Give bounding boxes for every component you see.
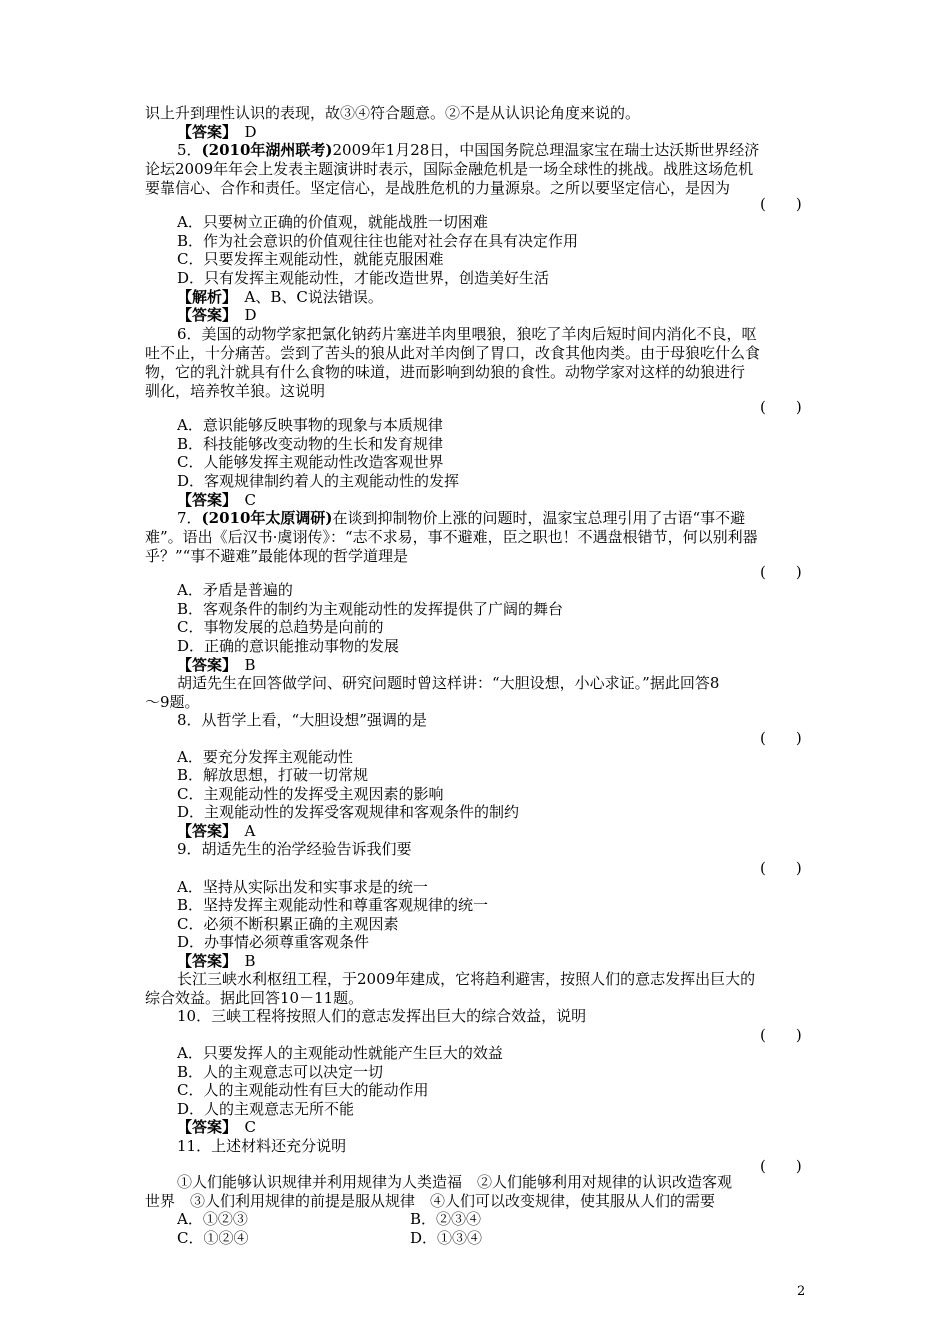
answer-value: D bbox=[244, 306, 257, 324]
answer-label: 【答案】 bbox=[177, 1118, 230, 1136]
q10-answer-bracket: ( ) bbox=[760, 1026, 802, 1044]
answer-label: 【答案】 bbox=[177, 952, 230, 970]
q10-option-a: A．只要发挥人的主观能动性就能产生巨大的效益 bbox=[177, 1044, 503, 1062]
q7-source: (2010年太原调研) bbox=[201, 509, 333, 527]
q7-option-b: B．客观条件的制约为主观能动性的发挥提供了广阔的舞台 bbox=[177, 600, 564, 618]
q5-option-c: C．只要发挥主观能动性，就能克服困难 bbox=[177, 250, 444, 268]
q7-line-1-text: 在谈到抑制物价上涨的问题时，温家宝总理引用了古语“事不避 bbox=[332, 509, 746, 527]
answer-value: B bbox=[244, 656, 256, 674]
q7-stem-line-1 bbox=[177, 509, 839, 528]
prev-answer bbox=[177, 123, 839, 142]
page-number: 2 bbox=[797, 1284, 806, 1299]
answer-value: C bbox=[244, 1118, 257, 1136]
q6-stem-line-3: 物，它的乳汁就具有什么食物的味道，进而影响到幼狼的食性。动物学家对这样的幼狼进行 bbox=[145, 363, 746, 381]
q5-stem-line-1 bbox=[177, 141, 839, 160]
q6-option-a: A．意识能够反映事物的现象与本质规律 bbox=[177, 416, 443, 434]
q5-analysis bbox=[177, 288, 839, 307]
q8-answer-bracket: ( ) bbox=[760, 729, 802, 747]
q11-option-c: C．①②④ bbox=[177, 1229, 249, 1247]
q5-option-d: D．只有发挥主观能动性，才能改造世界，创造美好生活 bbox=[177, 269, 550, 287]
q5-stem-line-2: 论坛2009年年会上发表主题演讲时表示，国际金融危机是一场全球性的挑战。战胜这场危机 bbox=[145, 160, 754, 178]
q8-option-c: C．主观能动性的发挥受主观因素的影响 bbox=[177, 785, 444, 803]
q7-answer-bracket: ( ) bbox=[760, 563, 802, 581]
q10-stem: 10．三峡工程将按照人们的意志发挥出巨大的综合效益，说明 bbox=[177, 1007, 587, 1025]
q9-option-b: B．坚持发挥主观能动性和尊重客观规律的统一 bbox=[177, 896, 489, 914]
q8-stem: 8．从哲学上看，“大胆设想”强调的是 bbox=[177, 711, 427, 729]
answer-value: B bbox=[244, 952, 256, 970]
q8-option-d: D．主观能动性的发挥受客观规律和客观条件的制约 bbox=[177, 803, 520, 821]
q5-answer bbox=[177, 306, 839, 325]
q9-stem: 9．胡适先生的治学经验告诉我们要 bbox=[177, 840, 412, 858]
q9-answer bbox=[177, 952, 839, 971]
q5-stem-line-3: 要靠信心、合作和责任。坚定信心，是战胜危机的力量源泉。之所以要坚定信心，是因为 bbox=[145, 179, 731, 197]
q6-stem-line-2: 吐不止，十分痛苦。尝到了苦头的狼从此对羊肉倒了胃口，改食其他肉类。由于母狼吃什么食 bbox=[145, 344, 761, 362]
q5-line-1-text: 2009年1月28日，中国国务院总理温家宝在瑞士达沃斯世界经济 bbox=[332, 141, 760, 159]
q10-option-b: B．人的主观意志可以决定一切 bbox=[177, 1063, 384, 1081]
q10-answer bbox=[177, 1118, 839, 1137]
material-8-9-line-1: 胡适先生在回答做学问、研究问题时曾这样讲：“大胆设想，小心求证。”据此回答8 bbox=[177, 674, 720, 692]
q11-answer-bracket: ( ) bbox=[760, 1157, 802, 1175]
q11-statements-line-1: ①人们能够认识规律并利用规律为人类造福 ②人们能够利用对规律的认识改造客观 bbox=[177, 1173, 733, 1191]
q9-answer-bracket: ( ) bbox=[760, 859, 802, 877]
q6-stem-line-4: 驯化，培养牧羊狼。这说明 bbox=[145, 382, 326, 400]
answer-label: 【答案】 bbox=[177, 822, 230, 840]
q9-option-d: D．办事情必须尊重客观条件 bbox=[177, 933, 370, 951]
q6-stem-line-1: 6．美国的动物学家把氯化钠药片塞进羊肉里喂狼，狼吃了羊肉后短时间内消化不良，呕 bbox=[177, 325, 757, 343]
q8-option-b: B．解放思想，打破一切常规 bbox=[177, 766, 369, 784]
q11-option-b: B．②③④ bbox=[410, 1210, 482, 1228]
answer-label: 【答案】 bbox=[177, 491, 230, 509]
q10-option-c: C．人的主观能动性有巨大的能动作用 bbox=[177, 1081, 429, 1099]
material-10-11-line-2: 综合效益。据此回答10－11题。 bbox=[145, 989, 364, 1007]
q7-option-c: C．事物发展的总趋势是向前的 bbox=[177, 618, 384, 636]
q6-option-b: B．科技能够改变动物的生长和发育规律 bbox=[177, 435, 444, 453]
q6-answer-bracket: ( ) bbox=[760, 398, 802, 416]
q6-option-d: D．客观规律制约着人的主观能动性的发挥 bbox=[177, 472, 460, 490]
answer-label: 【答案】 bbox=[177, 656, 230, 674]
analysis-text: A、B、C说法错误。 bbox=[244, 288, 383, 306]
answer-label: 【答案】 bbox=[177, 306, 230, 324]
q7-option-a: A．矛盾是普遍的 bbox=[177, 581, 293, 599]
analysis-label: 【解析】 bbox=[177, 288, 230, 306]
material-10-11-line-1: 长江三峡水利枢纽工程，于2009年建成，它将趋利避害，按照人们的意志发挥出巨大的 bbox=[177, 970, 756, 988]
q7-stem-line-2: 难”。语出《后汉书·虞诩传》：“志不求易，事不避难，臣之职也！不遇盘根错节，何以别利器 bbox=[145, 528, 758, 546]
answer-value: A bbox=[244, 822, 256, 840]
q5-option-a: A．只要树立正确的价值观，就能战胜一切困难 bbox=[177, 213, 488, 231]
q5-source: (2010年湖州联考) bbox=[201, 141, 333, 159]
q11-statements-line-2: 世界 ③人们利用规律的前提是服从规律 ④人们可以改变规律，使其服从人们的需要 bbox=[145, 1192, 716, 1210]
q5-number: 5． bbox=[177, 141, 202, 159]
q6-answer bbox=[177, 491, 839, 510]
q8-option-a: A．要充分发挥主观能动性 bbox=[177, 748, 353, 766]
q5-answer-bracket: ( ) bbox=[760, 195, 802, 213]
q7-option-d: D．正确的意识能推动事物的发展 bbox=[177, 637, 400, 655]
q11-option-d: D．①③④ bbox=[410, 1229, 483, 1247]
q10-option-d: D．人的主观意志无所不能 bbox=[177, 1100, 355, 1118]
answer-label: 【答案】 bbox=[177, 123, 230, 141]
intro-continuation: 识上升到理性认识的表现，故③④符合题意。②不是从认识论角度来说的。 bbox=[145, 104, 641, 122]
q7-stem-line-3: 乎？”“事不避难”最能体现的哲学道理是 bbox=[145, 547, 409, 565]
q11-option-a: A．①②③ bbox=[177, 1210, 248, 1228]
material-8-9-line-2: ～9题。 bbox=[145, 693, 200, 711]
q11-stem: 11．上述材料还充分说明 bbox=[177, 1137, 347, 1155]
answer-value: D bbox=[244, 123, 257, 141]
q9-option-a: A．坚持从实际出发和实事求是的统一 bbox=[177, 878, 428, 896]
q5-option-b: B．作为社会意识的价值观往往也能对社会存在具有决定作用 bbox=[177, 232, 579, 250]
q6-option-c: C．人能够发挥主观能动性改造客观世界 bbox=[177, 453, 444, 471]
q9-option-c: C．必须不断积累正确的主观因素 bbox=[177, 915, 399, 933]
q8-answer bbox=[177, 822, 839, 841]
q7-answer bbox=[177, 656, 839, 675]
q7-number: 7． bbox=[177, 509, 202, 527]
answer-value: C bbox=[244, 491, 257, 509]
